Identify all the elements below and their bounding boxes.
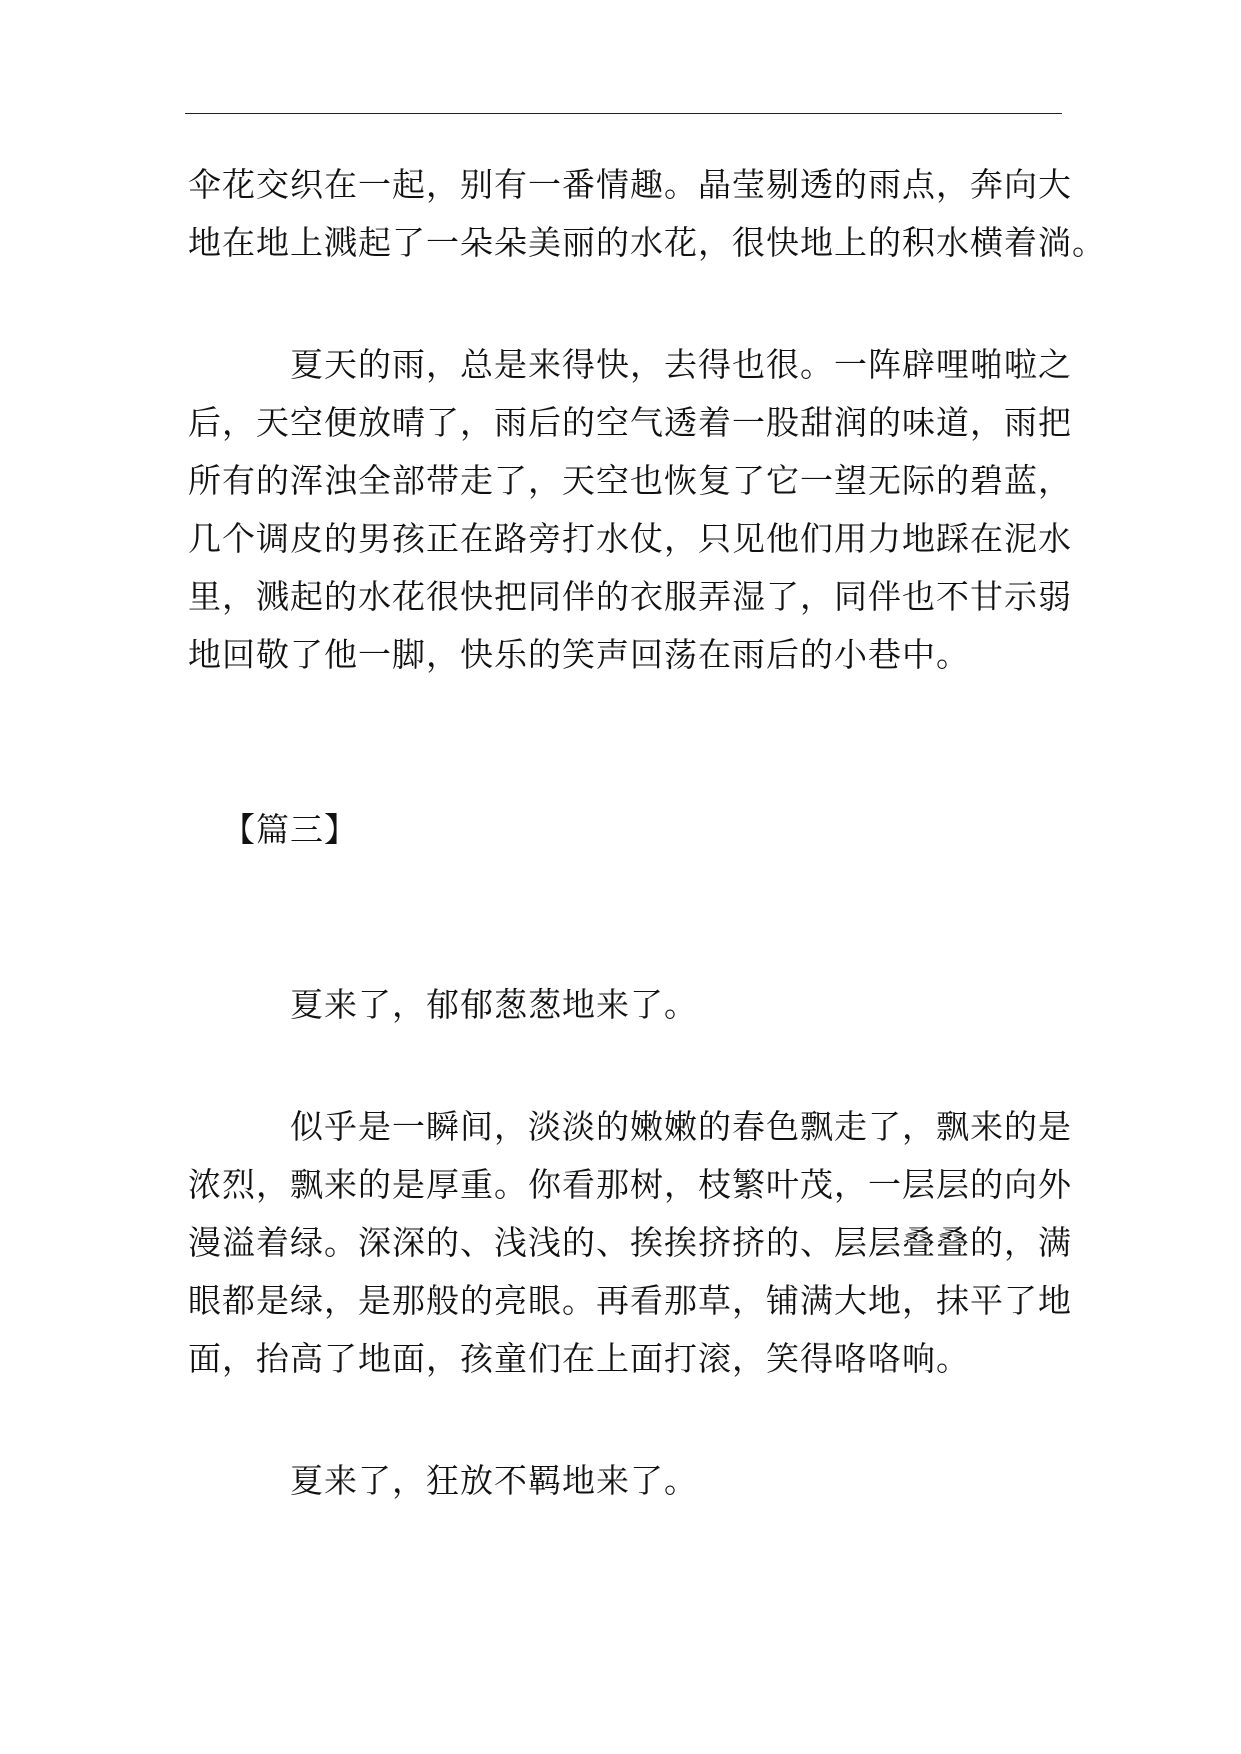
paragraph-2-line-6: 地回敬了他一脚，快乐的笑声回荡在雨后的小巷中。	[188, 635, 970, 674]
paragraph-4-line-2: 浓烈，飘来的是厚重。你看那树，枝繁叶茂，一层层的向外	[188, 1165, 1072, 1204]
paragraph-3-line-1: 夏来了，郁郁葱葱地来了。	[290, 985, 698, 1024]
paragraph-5-line-1: 夏来了，狂放不羁地来了。	[290, 1461, 698, 1500]
paragraph-2-line-3: 所有的浑浊全部带走了，天空也恢复了它一望无际的碧蓝，	[188, 461, 1072, 500]
paragraph-4-line-4: 眼都是绿，是那般的亮眼。再看那草，铺满大地，抹平了地	[188, 1281, 1072, 1320]
paragraph-2-line-1: 夏天的雨，总是来得快，去得也很。一阵辟哩啪啦之	[290, 345, 1072, 384]
paragraph-2-line-5: 里，溅起的水花很快把同伴的衣服弄湿了，同伴也不甘示弱	[188, 577, 1072, 616]
paragraph-1-line-1: 伞花交织在一起，别有一番情趣。晶莹剔透的雨点，奔向大	[188, 165, 1072, 204]
paragraph-4-line-1: 似乎是一瞬间，淡淡的嫩嫩的春色飘走了，飘来的是	[290, 1107, 1072, 1146]
paragraph-1-line-2: 地在地上溅起了一朵朵美丽的水花，很快地上的积水横着淌。	[188, 223, 1106, 262]
paragraph-4-line-5: 面，抬高了地面，孩童们在上面打滚，笑得咯咯响。	[188, 1339, 970, 1378]
paragraph-2-line-2: 后，天空便放晴了，雨后的空气透着一股甜润的味道，雨把	[188, 403, 1072, 442]
paragraph-2-line-4: 几个调皮的男孩正在路旁打水仗，只见他们用力地踩在泥水	[188, 519, 1072, 558]
section-heading: 【篇三】	[222, 810, 358, 849]
header-rule	[185, 113, 1062, 114]
paragraph-4-line-3: 漫溢着绿。深深的、浅浅的、挨挨挤挤的、层层叠叠的，满	[188, 1223, 1072, 1262]
